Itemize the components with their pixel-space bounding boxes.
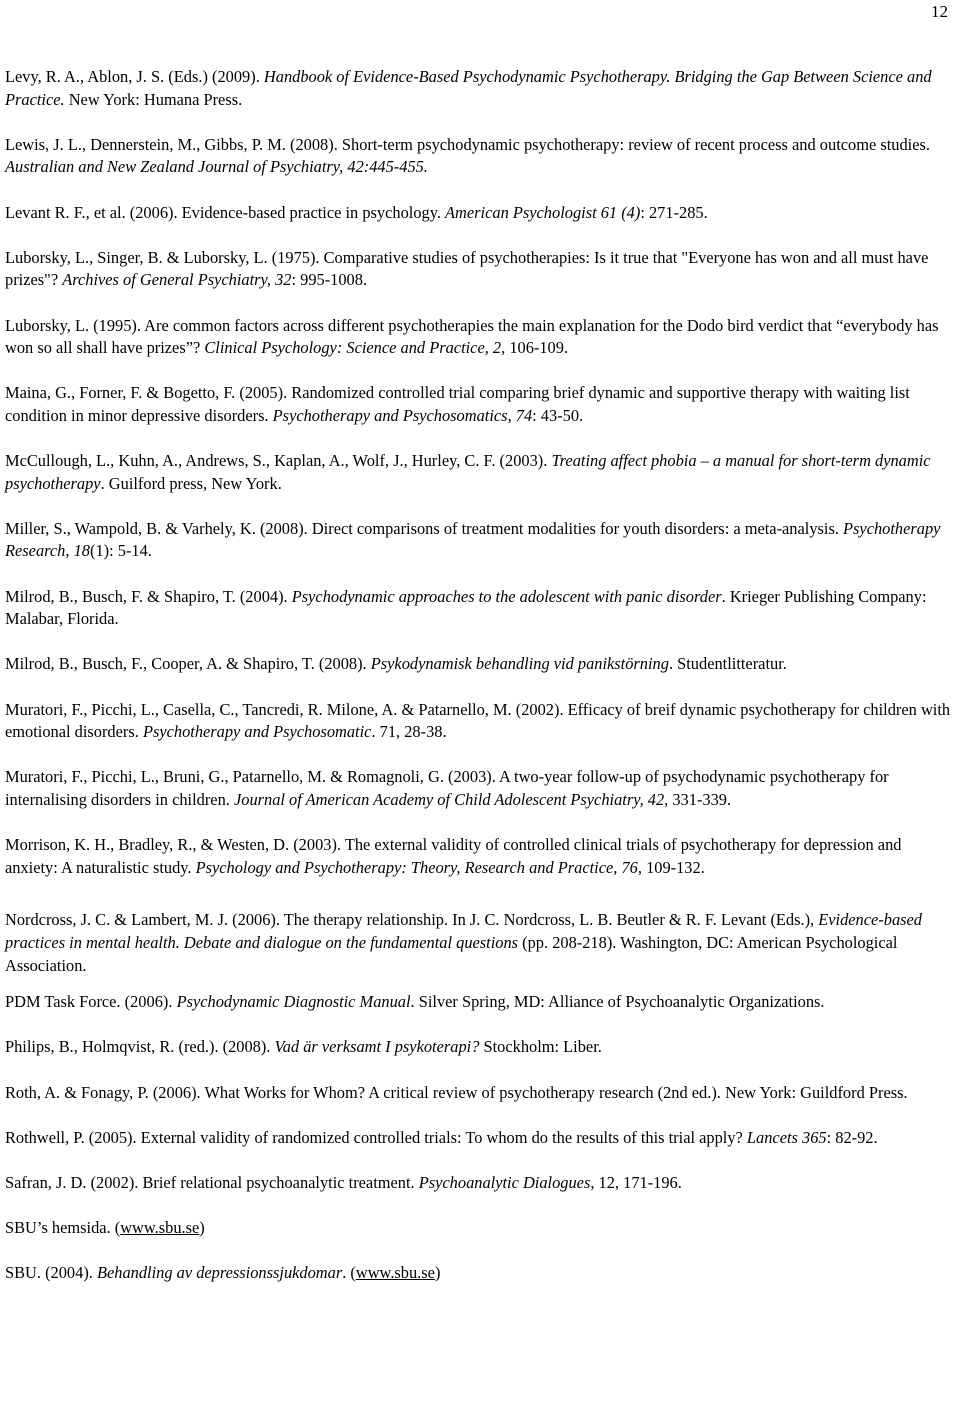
reference-text: . Krieger Publishing Company: Malabar, Florida. [5, 586, 927, 629]
reference-entry [5, 202, 957, 225]
reference-title-italic: Journal of American Academy of Child Adolescent Psychiatry, 42 [233, 790, 665, 809]
reference-entry [5, 766, 957, 811]
reference-text: ) [434, 1263, 441, 1283]
reference-entry [5, 518, 957, 563]
reference-entry [5, 1082, 957, 1105]
reference-text: Philips, B., Holmqvist, R. (red.). (2008). [5, 1037, 275, 1057]
reference-text: , [65, 541, 74, 561]
reference-text: Muratori, F., Picchi, L., Casella, C., Tancredi, R. Milone, A. & Patarnello, M. (2002). Efficacy of breif dynamic psychotherapy for children with emotional disorders. [5, 699, 951, 742]
reference-text: (pp. 208-218). Washington, DC: American Psychological Association. [5, 932, 898, 975]
reference-text: , 109-132. [637, 857, 705, 877]
reference-entry [5, 699, 957, 744]
reference-title-italic: Psychodynamic Diagnostic Manual [176, 992, 411, 1012]
reference-list [5, 66, 957, 1307]
reference-title-italic: Psychoanalytic Dialogues [418, 1172, 591, 1192]
reference-text: : 82-92. [826, 1127, 878, 1147]
reference-link[interactable]: www.sbu.se [120, 1218, 200, 1238]
reference-text: Milrod, B., Busch, F., Cooper, A. & Shapiro, T. (2008). [5, 654, 371, 674]
reference-entry [5, 66, 957, 111]
reference-title-italic: Psychotherapy and Psychosomatic [142, 722, 372, 742]
reference-title-italic: 74 [515, 405, 533, 425]
reference-text: Luborsky, L. (1995). Are common factors across different psychotherapies the main explanation for the Dodo bird verdict that “everybody has won so all shall have prizes”? [5, 315, 939, 358]
reference-title-italic: Psychotherapy Research [5, 518, 941, 561]
reference-title-italic: Clinical Psychology: Science and Practice, 2 [204, 338, 502, 358]
reference-text: : 43-50. [532, 405, 584, 425]
reference-text: PDM Task Force. (2006). [5, 992, 177, 1012]
reference-text: Miller, S., Wampold, B. & Varhely, K. (2008). Direct comparisons of treatment modalities for youth disorders: a meta-analysis. [5, 518, 844, 538]
reference-entry [5, 247, 957, 292]
reference-text: Lewis, J. L., Dennerstein, M., Gibbs, P. M. (2008). Short-term psychodynamic psychotherapy: review of recent process and outcome studies. [5, 134, 930, 154]
reference-entry [5, 1127, 957, 1150]
reference-title-italic: Handbook of Evidence-Based Psychodynamic Psychotherapy. Bridging the Gap Between Science and Practice. [5, 67, 932, 109]
reference-text: Luborsky, L., Singer, B. & Luborsky, L. (1975). Comparative studies of psychotherapies: Is it true that "Everyone has won and all must have prizes"? [5, 247, 929, 290]
reference-title-italic: Psychology and Psychotherapy: Theory, Research and Practice, 76 [195, 857, 638, 877]
reference-entry [5, 315, 957, 360]
reference-title-italic: Psychodynamic approaches to the adolescent with panic disorder [291, 586, 722, 606]
reference-entry [5, 1172, 957, 1195]
reference-text: Roth, A. & Fonagy, P. (2006). What Works for Whom? A critical review of psychotherapy research (2nd ed.). New York: Guildford Press. [5, 1082, 908, 1102]
reference-entry [5, 1262, 957, 1285]
reference-text: SBU. (2004). [5, 1263, 97, 1283]
reference-entry [5, 382, 957, 427]
reference-title-italic: Treating affect phobia – a manual for short-term dynamic psychotherapy [5, 451, 931, 493]
reference-text: Morrison, K. H., Bradley, R., & Westen, D. (2003). The external validity of controlled clinical trials of psychotherapy for depression and anxiety: A naturalistic study. [5, 835, 902, 877]
reference-text: Levy, R. A., Ablon, J. S. (Eds.) (2009). [5, 67, 264, 86]
reference-entry [5, 653, 957, 676]
reference-text: , 12, 171-196. [590, 1172, 682, 1192]
reference-text: . 71, 28-38. [371, 722, 447, 742]
reference-text: McCullough, L., Kuhn, A., Andrews, S., Kaplan, A., Wolf, J., Hurley, C. F. (2003). [5, 451, 552, 471]
reference-text: Milrod, B., Busch, F. & Shapiro, T. (2004). [5, 586, 292, 606]
reference-text: New York: Humana Press. [64, 89, 243, 109]
reference-text: . Silver Spring, MD: Alliance of Psychoanalytic Organizations. [410, 992, 825, 1012]
reference-text: . Guilford press, New York. [100, 473, 282, 493]
reference-title-italic: Behandling av depressionssjukdomar [96, 1263, 343, 1283]
reference-text: : 271-285. [640, 202, 708, 222]
reference-title-italic: Archives of General Psychiatry, 32 [62, 270, 292, 290]
reference-entry [5, 909, 957, 977]
reference-entry [5, 450, 957, 495]
reference-text: , [507, 405, 516, 425]
reference-title-italic: Evidence-based practices in mental health. Debate and dialogue on the fundamental questions [5, 910, 923, 952]
reference-text: : 995-1008. [291, 270, 368, 290]
reference-entry [5, 586, 957, 631]
reference-text: Safran, J. D. (2002). Brief relational psychoanalytic treatment. [5, 1172, 419, 1192]
reference-entry [5, 134, 957, 179]
page-number: 12 [931, 2, 948, 21]
reference-entry [5, 1036, 957, 1059]
reference-entry [5, 834, 957, 879]
reference-entry [5, 991, 957, 1014]
reference-text: Maina, G., Forner, F. & Bogetto, F. (2005). Randomized controlled trial comparing brief dynamic and supportive therapy with waiting list condition in minor depressive disorders. [5, 383, 910, 425]
reference-link[interactable]: www.sbu.se [355, 1263, 435, 1283]
reference-entry [5, 1217, 957, 1240]
reference-text: SBU’s hemsida. ( [5, 1218, 121, 1238]
reference-text: (1): 5-14. [89, 541, 152, 561]
reference-text: , 331-339. [664, 790, 732, 809]
reference-text: Stockholm: Liber. [479, 1037, 602, 1057]
reference-title-italic: American Psychologist 61 (4) [445, 202, 641, 222]
reference-text: Nordcross, J. C. & Lambert, M. J. (2006). The therapy relationship. In J. C. Nordcross, L. B. Beutler & R. F. Levant (Eds.), [5, 910, 819, 930]
reference-title-italic: 18 [73, 541, 90, 561]
reference-text: . ( [342, 1263, 356, 1283]
reference-title-italic: Australian and New Zealand Journal of Psychiatry, 42:445-455. [5, 157, 428, 177]
reference-title-italic: Psychotherapy and Psychosomatics [272, 405, 508, 425]
reference-text: , 106-109. [501, 338, 569, 358]
reference-text: Levant R. F., et al. (2006). Evidence-based practice in psychology. [5, 202, 446, 222]
reference-text: ) [199, 1218, 205, 1238]
reference-title-italic: Psykodynamisk behandling vid panikstörning [370, 654, 669, 674]
reference-text: Rothwell, P. (2005). External validity of randomized controlled trials: To whom do the results of this trial apply? [5, 1127, 747, 1147]
reference-title-italic: Lancets 365 [746, 1127, 827, 1147]
reference-text: Muratori, F., Picchi, L., Bruni, G., Patarnello, M. & Romagnoli, G. (2003). A two-year follow-up of psychodynamic psychotherapy for internalising disorders in children. [5, 767, 889, 809]
reference-title-italic: Vad är verksamt I psykoterapi? [274, 1037, 480, 1057]
reference-text: . Studentlitteratur. [668, 654, 787, 674]
